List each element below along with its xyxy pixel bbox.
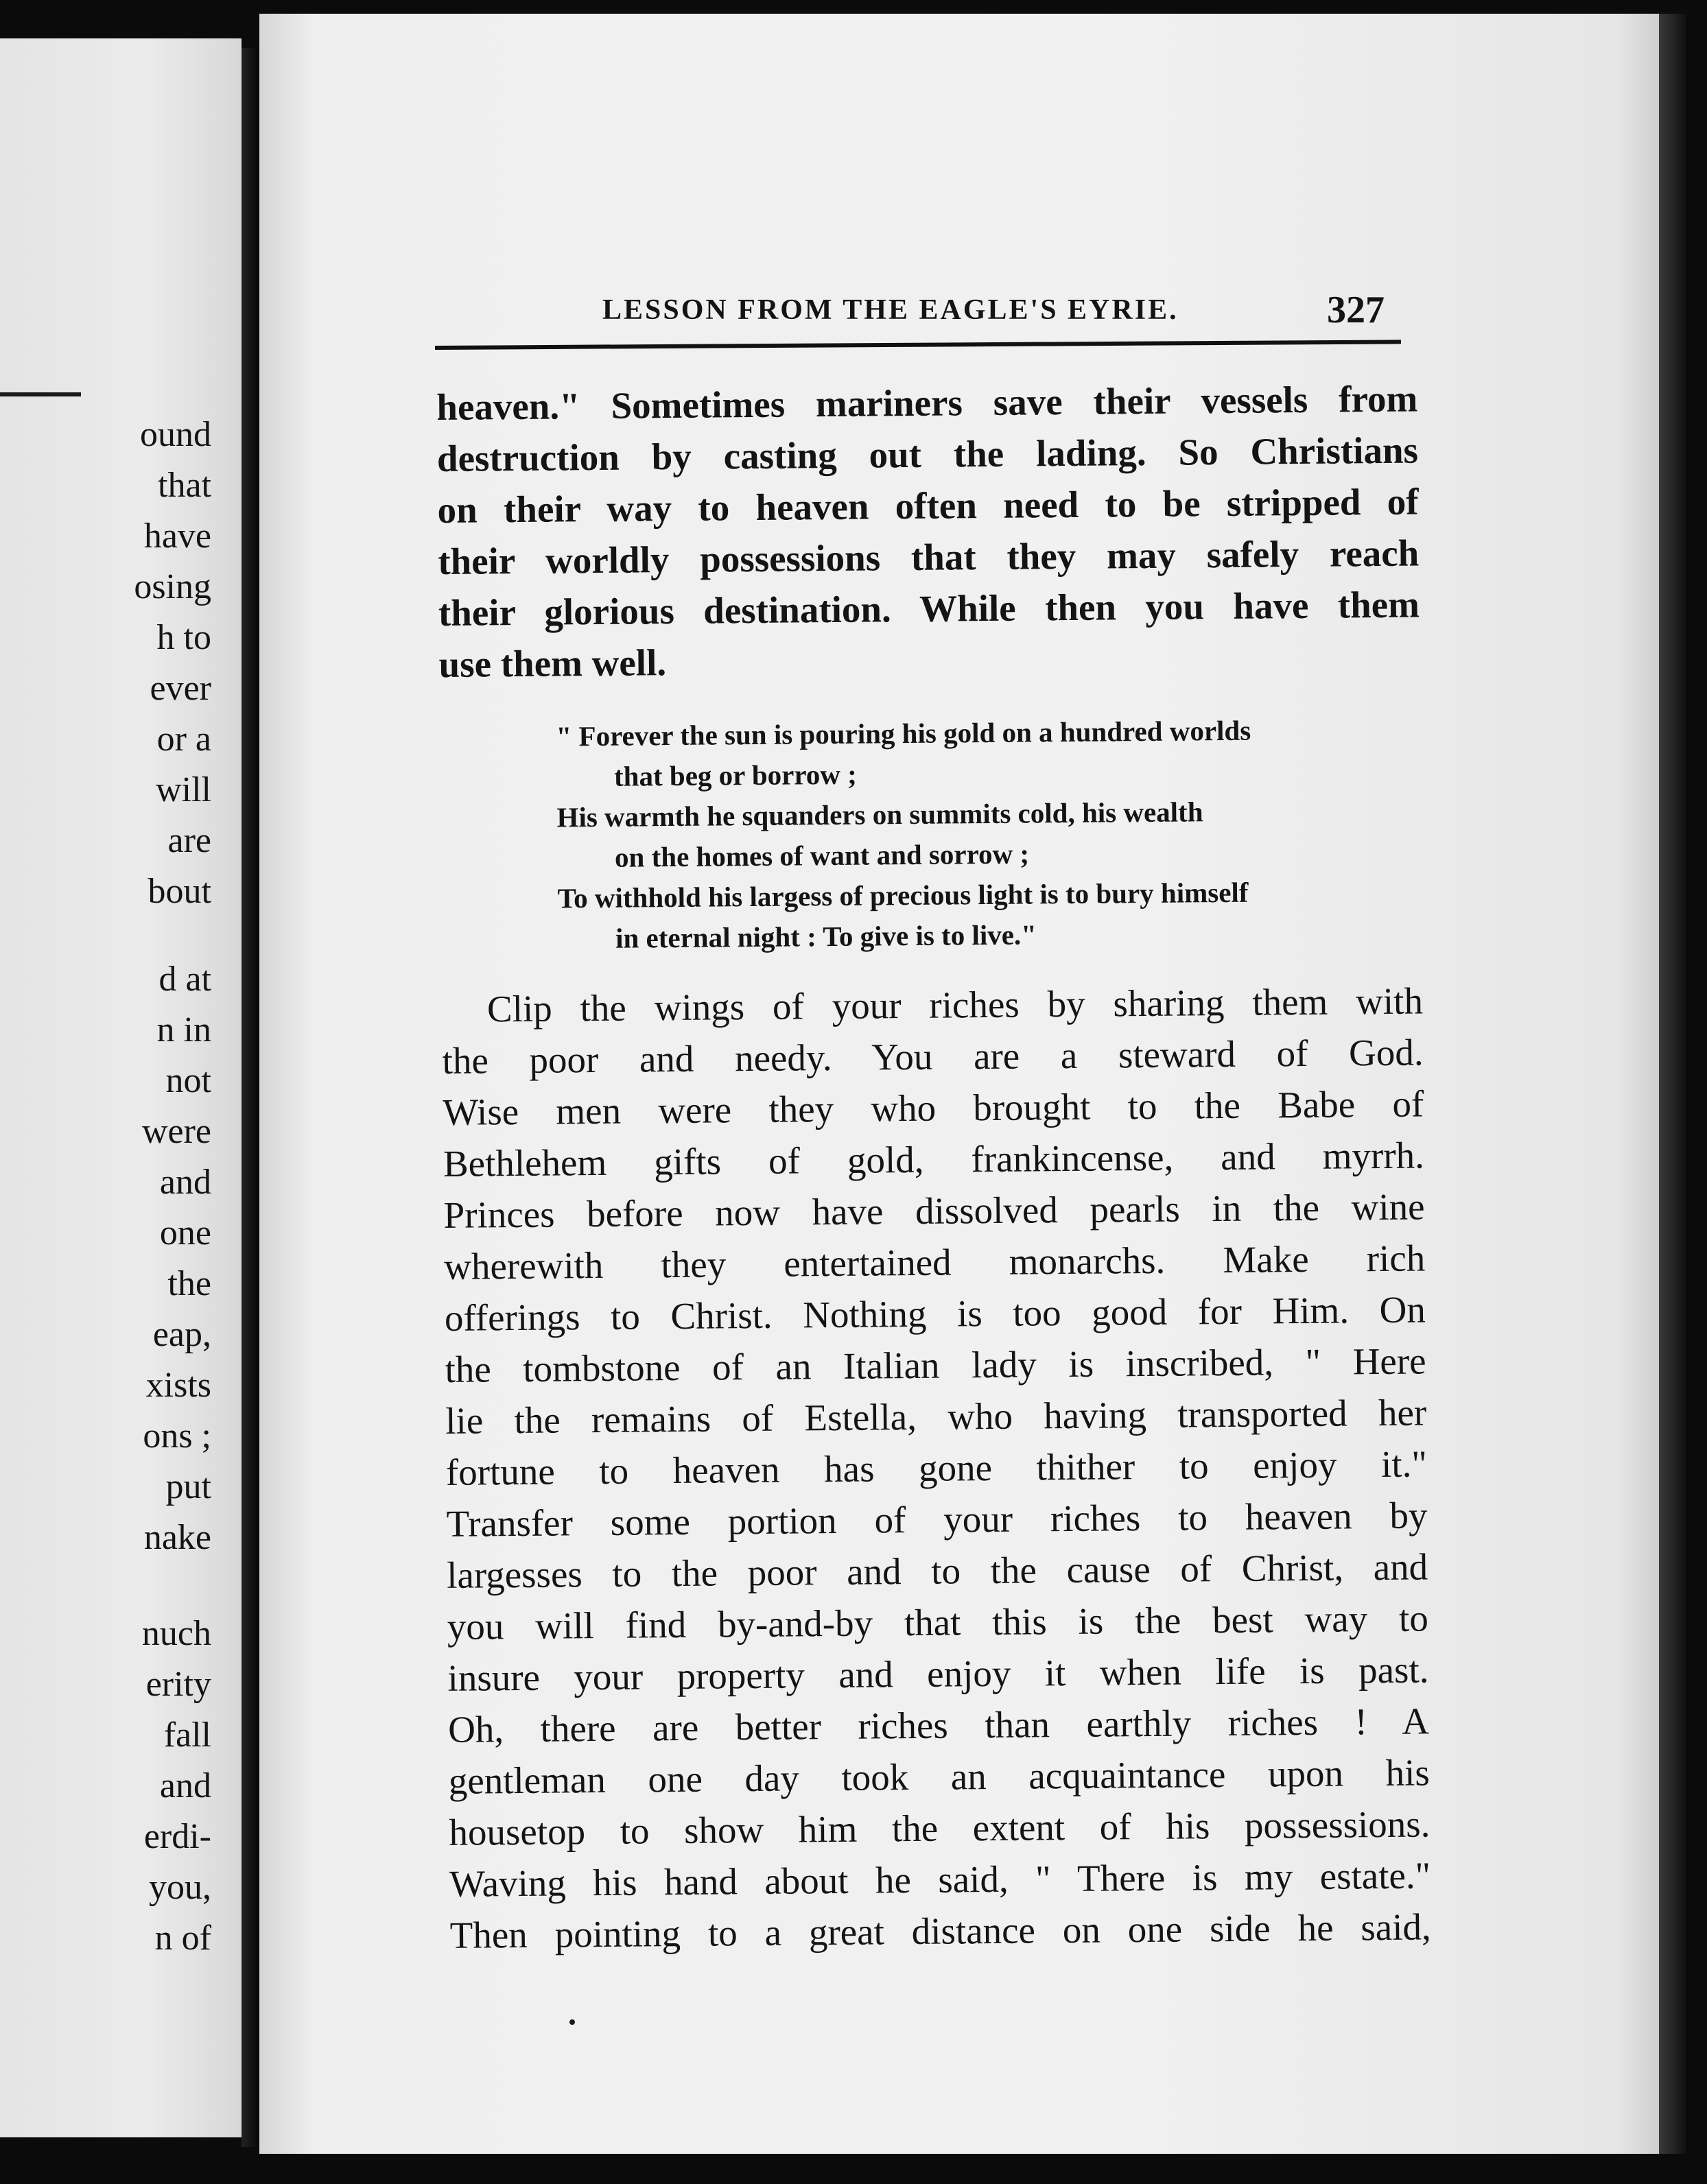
left-page-fragment: and [159, 1163, 211, 1202]
left-page-fragment: h to [156, 618, 211, 657]
text-line: Oh, there are better riches than earthly riches ! A [447, 1700, 1430, 1750]
right-page-edge [1659, 14, 1686, 2154]
text-line: largesses to the poor and to the cause of Christ, and [446, 1545, 1428, 1596]
left-page-fragment: bout [148, 872, 211, 911]
left-page-fragment: one [159, 1213, 211, 1253]
verse-line: that beg or borrow ; [613, 758, 858, 792]
text-line: you will find by-and-by that this is the best way to [447, 1597, 1429, 1648]
text-line: Princes before now have dissolved pearls in the wine [443, 1185, 1425, 1236]
paragraph-1 [436, 373, 1420, 690]
text-line: Bethlehem gifts of gold, frankincense, and myrrh. [443, 1134, 1425, 1185]
text-line: Wise men were they who brought to the Babe of [443, 1082, 1424, 1133]
text-line: gentleman one day took an acquaintance upon his [448, 1751, 1431, 1802]
running-head [435, 288, 1398, 336]
left-page-rule [0, 392, 81, 396]
text-line: their worldly possessions that they may safely reach [438, 532, 1420, 582]
text-block [436, 373, 1431, 1961]
text-line: Waving his hand about he said, " There is my estate." [449, 1854, 1431, 1905]
verse-line: " Forever the sun is pouring his gold on a hundred worlds [556, 714, 1251, 752]
left-page-fragment: fall [163, 1716, 211, 1755]
verse-line: on the homes of want and sorrow ; [614, 838, 1030, 873]
left-page-fragment: you, [149, 1868, 211, 1907]
text-line: lie the remains of Estella, who having transported her [445, 1391, 1427, 1442]
header-rule [435, 340, 1401, 350]
left-page-fragment: are [167, 821, 211, 860]
left-page-fragment: xists [145, 1366, 211, 1405]
paragraph-2 [442, 975, 1431, 1960]
left-page-fragment: ons ; [143, 1416, 211, 1456]
text-line: the tombstone of an Italian lady is inscribed, " Here [445, 1340, 1426, 1390]
text-line: their glorious destination. While then you have them [438, 583, 1420, 634]
left-page-fragment: the [167, 1264, 211, 1303]
left-page [0, 38, 242, 2137]
text-line: destruction by casting out the lading. So Christians [436, 429, 1419, 479]
left-page-fragment: n in [156, 1010, 211, 1049]
left-page-fragment: or a [156, 720, 211, 759]
text-line: heaven." Sometimes mariners save their vessels from [436, 377, 1418, 428]
text-line: use them well. [438, 641, 667, 685]
text-line: on their way to heaven often need to be stripped of [437, 480, 1419, 531]
text-line: the poor and needy. You are a steward of God. [442, 1031, 1424, 1082]
left-page-fragment: and [159, 1766, 211, 1805]
left-page-fragment: eap, [152, 1315, 211, 1354]
left-page-fragment: ound [140, 415, 211, 454]
left-page-fragment: put [165, 1467, 211, 1506]
left-page-fragment: were [141, 1112, 211, 1151]
text-line: insure your property and enjoy it when life is past. [447, 1648, 1429, 1699]
left-page-fragment: n of [154, 1919, 211, 1958]
left-page-fragment: erity [145, 1665, 211, 1704]
page-number: 327 [1327, 289, 1385, 331]
text-line: offerings to Christ. Nothing is too good for Him. On [444, 1288, 1426, 1339]
running-head-title: LESSON FROM THE EAGLE'S EYRIE. [602, 294, 1179, 326]
left-page-fragment: will [156, 770, 211, 809]
poem-quotation [439, 709, 1422, 960]
text-line: Transfer some portion of your riches to heaven by [446, 1494, 1428, 1545]
right-page [259, 14, 1659, 2154]
left-page-fragment: nake [143, 1518, 211, 1557]
book-spine-gutter [242, 48, 259, 2147]
text-line: housetop to show him the extent of his possessions. [449, 1803, 1431, 1853]
verse-line: His warmth he squanders on summits cold, his wealth [556, 796, 1203, 833]
left-page-fragment: erdi- [143, 1817, 211, 1856]
text-line: fortune to heaven has gone thither to enjoy it." [445, 1443, 1428, 1493]
left-page-fragment: have [143, 517, 211, 556]
text-line: Clip the wings of your riches by sharing them with [486, 980, 1424, 1030]
left-page-fragment: osing [134, 567, 211, 606]
verse-line: in eternal night : To give is to live." [615, 918, 1037, 954]
verse-line: To withhold his largess of precious light is to bury himself [557, 876, 1249, 914]
left-page-fragment: nuch [141, 1614, 211, 1653]
left-page-fragment: ever [150, 669, 211, 708]
left-page-fragment: that [158, 466, 211, 505]
text-line: Then pointing to a great distance on one side he said, [449, 1906, 1431, 1956]
text-line: wherewith they entertained monarchs. Make rich [443, 1237, 1426, 1287]
paper-speck [569, 2019, 575, 2025]
left-page-fragment: d at [158, 960, 211, 999]
left-page-fragment: not [165, 1061, 211, 1100]
